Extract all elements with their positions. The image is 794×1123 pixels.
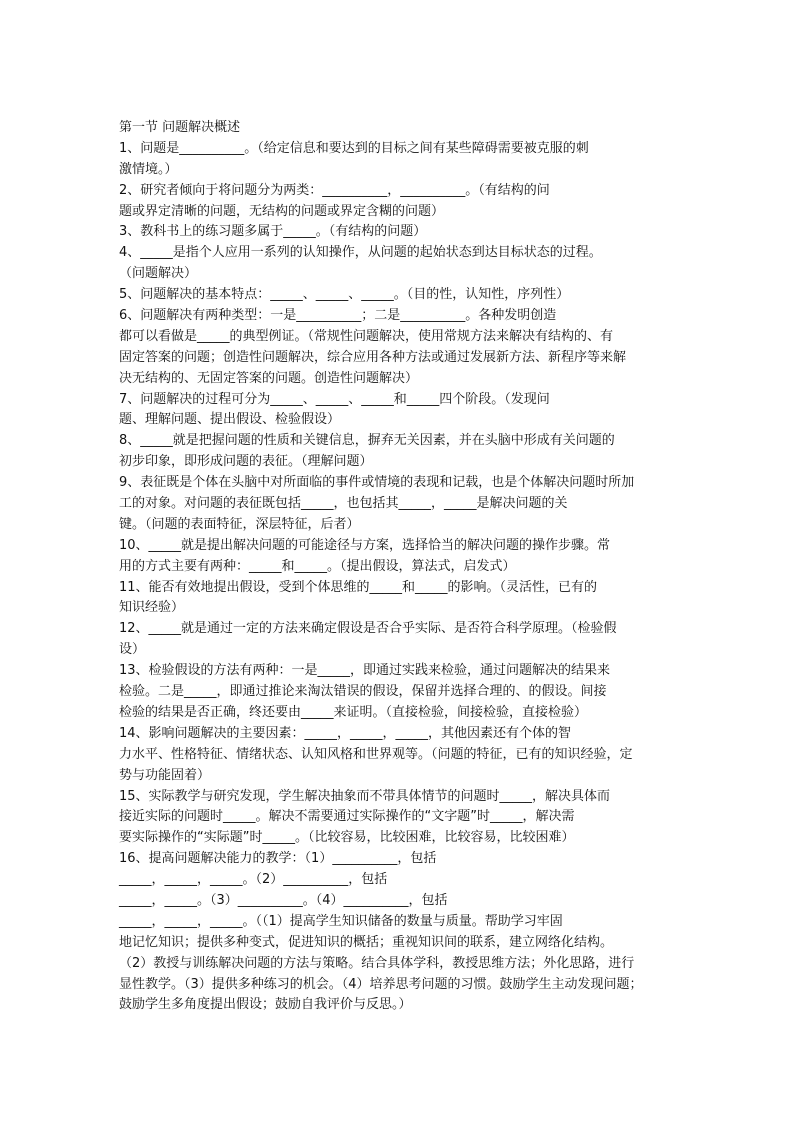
text-line: 10、_____就是提出解决问题的可能途径与方案，选择恰当的解决问题的操作步骤。常 — [119, 537, 611, 553]
text-line: 16、提高问题解决能力的教学：（1）__________，包括 — [119, 851, 437, 867]
text-line: 题、理解问题、提出假设、检验假设） — [119, 412, 341, 428]
text-line: 15、实际教学与研究发现，学生解决抽象而不带具体情节的问题时_____，解决具体而 — [119, 788, 611, 804]
text-line: 检验的结果是否正确，终还要由_____来证明。（直接检验，间接检验，直接检验） — [119, 704, 588, 720]
text-line: _____，_____，_____。（（1）提高学生知识储备的数量与质量。帮助学习牢固 — [119, 913, 563, 929]
text-line: 12、_____就是通过一定的方法来确定假设是否合乎实际、是否符合科学原理。（检验假 — [119, 621, 617, 637]
section-title: 第一节 问题解决概述 — [119, 120, 241, 135]
text-line: 知识经验） — [119, 600, 185, 616]
text-line: 13、检验假设的方法有两种：一是_____，即通过实践来检验，通过问题解决的结果来 — [119, 663, 611, 679]
text-line: 工的对象。对问题的表征既包括_____，也包括其_____，_____是解决问题的关 — [119, 496, 568, 512]
text-line: 8、_____就是把握问题的性质和关键信息，摒弃无关因素，并在头脑中形成有关问题的 — [119, 433, 615, 449]
text-line: 1、问题是__________。（给定信息和要达到的目标之间有某些障碍需要被克服的刺 — [119, 140, 589, 156]
text-line: 决无结构的、无固定答案的问题。创造性问题解决） — [119, 370, 419, 386]
text-line: （问题解决） — [119, 266, 198, 282]
text-line: 4、_____是指个人应用一系列的认知操作，从问题的起始状态到达目标状态的过程。 — [119, 245, 602, 261]
text-line: 接近实际的问题时_____。解决不需要通过实际操作的“文字题”时_____，解决需 — [119, 809, 575, 825]
text-line: 题或界定清晰的问题，无结构的问题或界定含糊的问题） — [119, 203, 445, 219]
text-line: 5、问题解决的基本特点：_____、_____、_____。（目的性，认知性，序列性） — [119, 287, 570, 303]
text-line: 9、表征既是个体在头脑中对所面临的事件或情境的表现和记载，也是个体解决问题时所加 — [119, 475, 635, 491]
text-line: _____，_____。（3）__________。（4）__________，包括 — [119, 892, 448, 908]
text-line: 3、教科书上的练习题多属于_____。（有结构的问题） — [119, 224, 427, 240]
text-line: 设） — [119, 642, 146, 658]
text-line: 检验。二是_____，即通过推论来淘汰错误的假设，保留并选择合理的、的假设。间接 — [119, 684, 607, 700]
text-line: 都可以看做是_____的典型例证。（常规性问题解决，使用常规方法来解决有结构的、有 — [119, 328, 614, 344]
text-line: 11、能否有效地提出假设，受到个体思维的_____和_____的影响。（灵活性，已有的 — [119, 579, 598, 595]
text-line: 6、问题解决有两种类型：一是__________；二是__________。各种发明创造 — [119, 308, 557, 324]
text-line: 14、影响问题解决的主要因素：_____，_____，_____，其他因素还有个体的智 — [119, 725, 572, 741]
text-line: 激情境。） — [119, 161, 178, 177]
text-line: 势与功能固着） — [119, 767, 211, 783]
text-line: 要实际操作的“实际题”时_____。（比较容易，比较困难，比较容易，比较困难） — [119, 830, 575, 846]
text-line: 力水平、性格特征、情绪状态、认知风格和世界观等。（问题的特征，已有的知识经验，定 — [119, 746, 633, 762]
text-line — [119, 1016, 679, 1037]
text-line: 初步印象，即形成问题的表征。（理解问题） — [119, 454, 373, 470]
text-line: 显性教学。（3）提供多种练习的机会。（4）培养思考问题的习惯。鼓励学生主动发现问题； — [119, 976, 643, 992]
text-line: 固定答案的问题；创造性问题解决，综合应用各种方法或通过发展新方法、新程序等来解 — [119, 349, 627, 365]
text-line: 键。（问题的表面特征，深层特征，后者） — [119, 516, 360, 532]
text-line: 7、问题解决的过程可分为_____、_____、_____和_____四个阶段。（发现问 — [119, 391, 550, 407]
text-line: _____，_____，_____。（2）__________，包括 — [119, 872, 388, 888]
document-page — [119, 118, 679, 1037]
text-line: 鼓励学生多角度提出假设；鼓励自我评价与反思。） — [119, 997, 412, 1013]
text-line: 用的方式主要有两种：_____和_____。（提出假设，算法式，启发式） — [119, 558, 516, 574]
text-line: （2）教授与训练解决问题的方法与策略。结合具体学科，教授思维方法；外化思路，进行 — [119, 955, 635, 971]
text-line: 2、研究者倾向于将问题分为两类：__________，__________。（有结构的问 — [119, 182, 550, 198]
text-line: 地记忆知识；提供多种变式，促进知识的概括；重视知识间的联系，建立网络化结构。 — [119, 934, 614, 950]
